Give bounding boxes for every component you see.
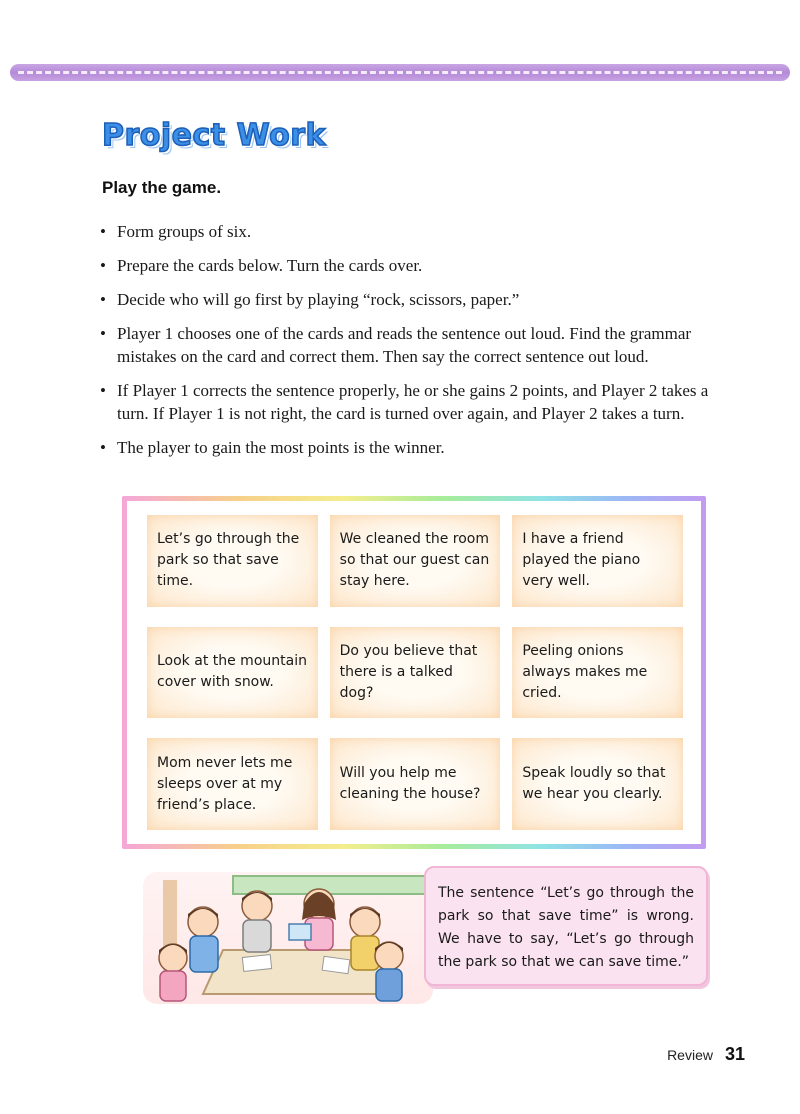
footer-section-label: Review (667, 1047, 713, 1063)
sentence-card[interactable]: Speak loudly so that we hear you clearly. (512, 738, 683, 830)
bullet-icon: • (100, 381, 106, 400)
sentence-card[interactable]: Look at the mountain cover with snow. (147, 627, 318, 719)
page-number: 31 (724, 1044, 745, 1064)
step-item (100, 436, 712, 459)
step-item (100, 254, 712, 277)
students-playing-illustration (143, 872, 433, 1004)
step-item (100, 288, 712, 311)
classroom-scene-image (143, 872, 433, 1004)
bullet-icon: • (100, 256, 106, 275)
game-steps-list (100, 220, 712, 470)
header-band-stitching (18, 71, 782, 74)
page-title: Project Work (102, 118, 326, 153)
sentence-card[interactable]: Do you believe that there is a talked dog? (330, 627, 501, 719)
step-item (100, 379, 712, 425)
step-item (100, 220, 712, 243)
step-text: The player to gain the most points is the winner. (117, 438, 445, 457)
sentence-card-board (122, 496, 706, 849)
step-item (100, 322, 712, 368)
speech-bubble: The sentence “Let’s go through the park so that save time” is wrong. We have to say, “Let’s go through the park so that we can save time.” (424, 866, 708, 986)
sentence-card[interactable]: Mom never lets me sleeps over at my friend’s place. (147, 738, 318, 830)
bullet-icon: • (100, 290, 106, 309)
sentence-card[interactable]: Will you help me cleaning the house? (330, 738, 501, 830)
sentence-card[interactable]: We cleaned the room so that our guest can stay here. (330, 515, 501, 607)
sentence-card[interactable]: I have a friend played the piano very well. (512, 515, 683, 607)
instruction-heading: Play the game. (102, 178, 222, 197)
sentence-card[interactable]: Let’s go through the park so that save time. (147, 515, 318, 607)
step-text: Form groups of six. (117, 222, 252, 241)
card-grid (127, 501, 701, 844)
bullet-icon: • (100, 438, 106, 457)
step-text: Decide who will go first by playing “rock, scissors, paper.” (117, 290, 520, 309)
sentence-card[interactable]: Peeling onions always makes me cried. (512, 627, 683, 719)
bullet-icon: • (100, 324, 106, 343)
page-footer (667, 1044, 745, 1065)
bullet-icon: • (100, 222, 106, 241)
step-text: If Player 1 corrects the sentence properly, he or she gains 2 points, and Player 2 takes a turn. If Player 1 is not right, the card is turned over again, and Player 2 takes a turn. (117, 381, 709, 423)
step-text: Prepare the cards below. Turn the cards over. (117, 256, 423, 275)
step-text: Player 1 chooses one of the cards and reads the sentence out loud. Find the grammar mistakes on the card and correct them. Then say the correct sentence out loud. (117, 324, 692, 366)
decorative-header-band (10, 64, 790, 81)
